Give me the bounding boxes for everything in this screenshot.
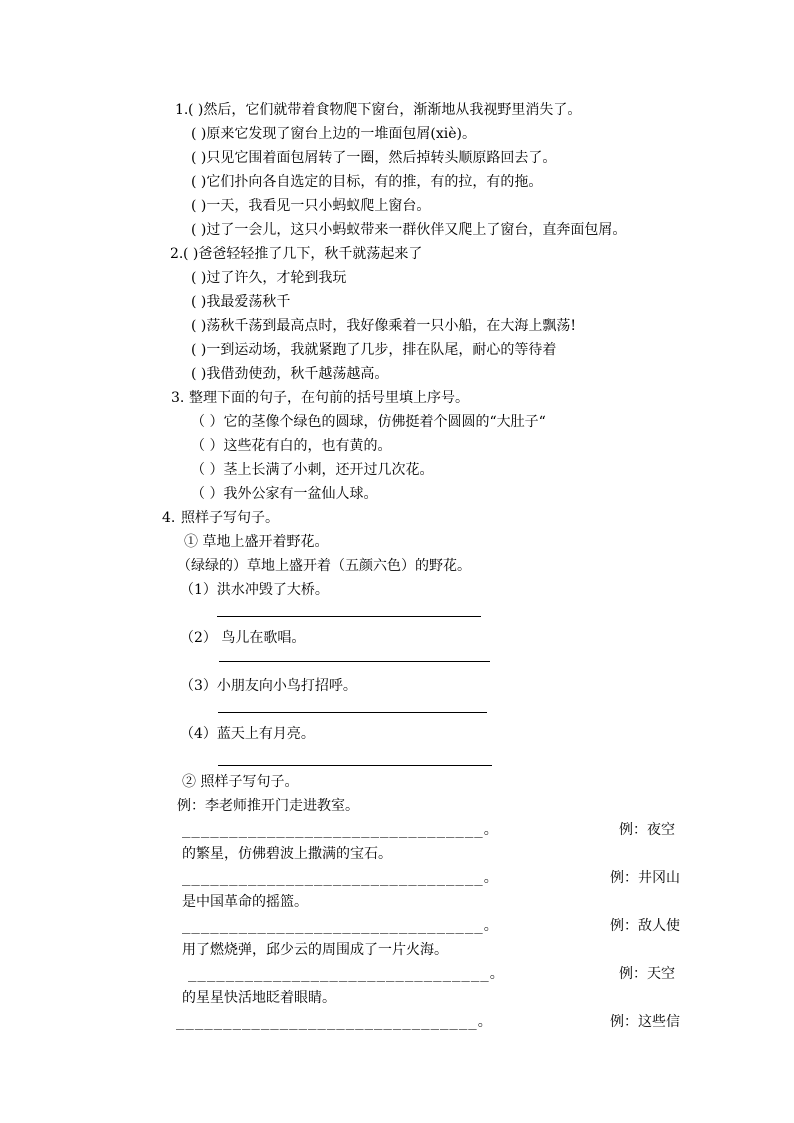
q4-sub2-label: ② 照样子写句子。 [182, 774, 299, 790]
example-prefix: 例：这些信 [610, 1014, 680, 1030]
q4-item: （2） 鸟儿在歌唱。 [180, 630, 306, 646]
q4-example-1: 例：李老师推开门走进教室。 [177, 798, 359, 814]
q2-sentence: ( )我借劲使劲，秋千越荡越高。 [191, 366, 389, 382]
q2-sentence: ( )一到运动场，我就紧跑了几步，排在队尾，耐心的等待着 [191, 342, 557, 358]
q3-number: 3. [171, 390, 185, 406]
q4-item: （1）洪水冲毁了大桥。 [180, 582, 329, 598]
q4-item: （3）小朋友向小鸟打招呼。 [180, 678, 357, 694]
example-prefix: 例：夜空 [619, 822, 675, 838]
example-continuation: 是中国革命的摇篮。 [182, 894, 308, 910]
q3-sentence: （ ）这些花有白的，也有黄的。 [191, 438, 392, 454]
q1-number: 1. [175, 102, 189, 118]
answer-line[interactable] [218, 712, 487, 713]
example-prefix: 例：天空 [619, 966, 675, 982]
example-continuation: 的星星快活地眨着眼睛。 [182, 990, 336, 1006]
dashed-answer-line[interactable]: ________________________________。 [182, 918, 499, 934]
answer-line[interactable] [218, 765, 492, 766]
q2-number: 2. [170, 246, 184, 262]
dashed-answer-line[interactable]: ________________________________。 [182, 822, 499, 838]
q1-sentence: ( )一天，我看见一只小蚂蚁爬上窗台。 [191, 198, 431, 214]
q2-sentence: ( )我最爱荡秋千 [191, 294, 291, 310]
q3-sentence: （ ）它的茎像个绿色的圆球，仿佛挺着个圆圆的“大肚子“ [191, 414, 546, 430]
answer-line[interactable] [217, 616, 481, 617]
q2-sentence: ( )荡秋千荡到最高点时，我好像乘着一只小船，在大海上飘荡! [191, 318, 576, 334]
q4-example: （绿绿的）草地上盛开着（五颜六色）的野花。 [177, 558, 471, 574]
q3-title: 整理下面的句子，在句前的括号里填上序号。 [189, 390, 469, 406]
q3-sentence: （ ）茎上长满了小刺，还开过几次花。 [191, 462, 434, 478]
q1-sentence: ( )只见它围着面包屑转了一圈，然后掉转头顺原路回去了。 [191, 150, 557, 166]
q1-sentence: ( )它们扑向各自选定的目标，有的推，有的拉，有的拖。 [191, 174, 543, 190]
example-continuation: 用了燃烧弹，邱少云的周围成了一片火海。 [182, 942, 448, 958]
q3-sentence: （ ）我外公家有一盆仙人球。 [191, 486, 378, 502]
q4-title: 照样子写句子。 [181, 510, 279, 526]
example-prefix: 例：敌人使 [610, 918, 680, 934]
q2-sentence: ( )过了许久，才轮到我玩 [191, 270, 347, 286]
dashed-answer-line[interactable]: ________________________________。 [188, 966, 505, 982]
q1-first-sentence: ( )然后，它们就带着食物爬下窗台，渐渐地从我视野里消失了。 [188, 102, 582, 118]
example-continuation: 的繁星，仿佛碧波上撒满的宝石。 [182, 846, 392, 862]
q1-sentence: ( )原来它发现了窗台上边的一堆面包屑(xiè)。 [191, 126, 476, 142]
answer-line[interactable] [219, 661, 490, 662]
q4-item: （4）蓝天上有月亮。 [180, 726, 315, 742]
q1-sentence: ( )过了一会儿，这只小蚂蚁带来一群伙伴又爬上了窗台，直奔面包屑。 [191, 222, 627, 238]
example-prefix: 例：井冈山 [610, 870, 680, 886]
q4-sub1-label: ① 草地上盛开着野花。 [184, 534, 329, 550]
q4-number: 4. [162, 510, 176, 526]
dashed-answer-line[interactable]: ________________________________。 [176, 1014, 493, 1030]
dashed-answer-line[interactable]: ________________________________。 [182, 870, 499, 886]
q2-first-sentence: ( )爸爸轻轻推了几下，秋千就荡起来了 [183, 246, 423, 262]
